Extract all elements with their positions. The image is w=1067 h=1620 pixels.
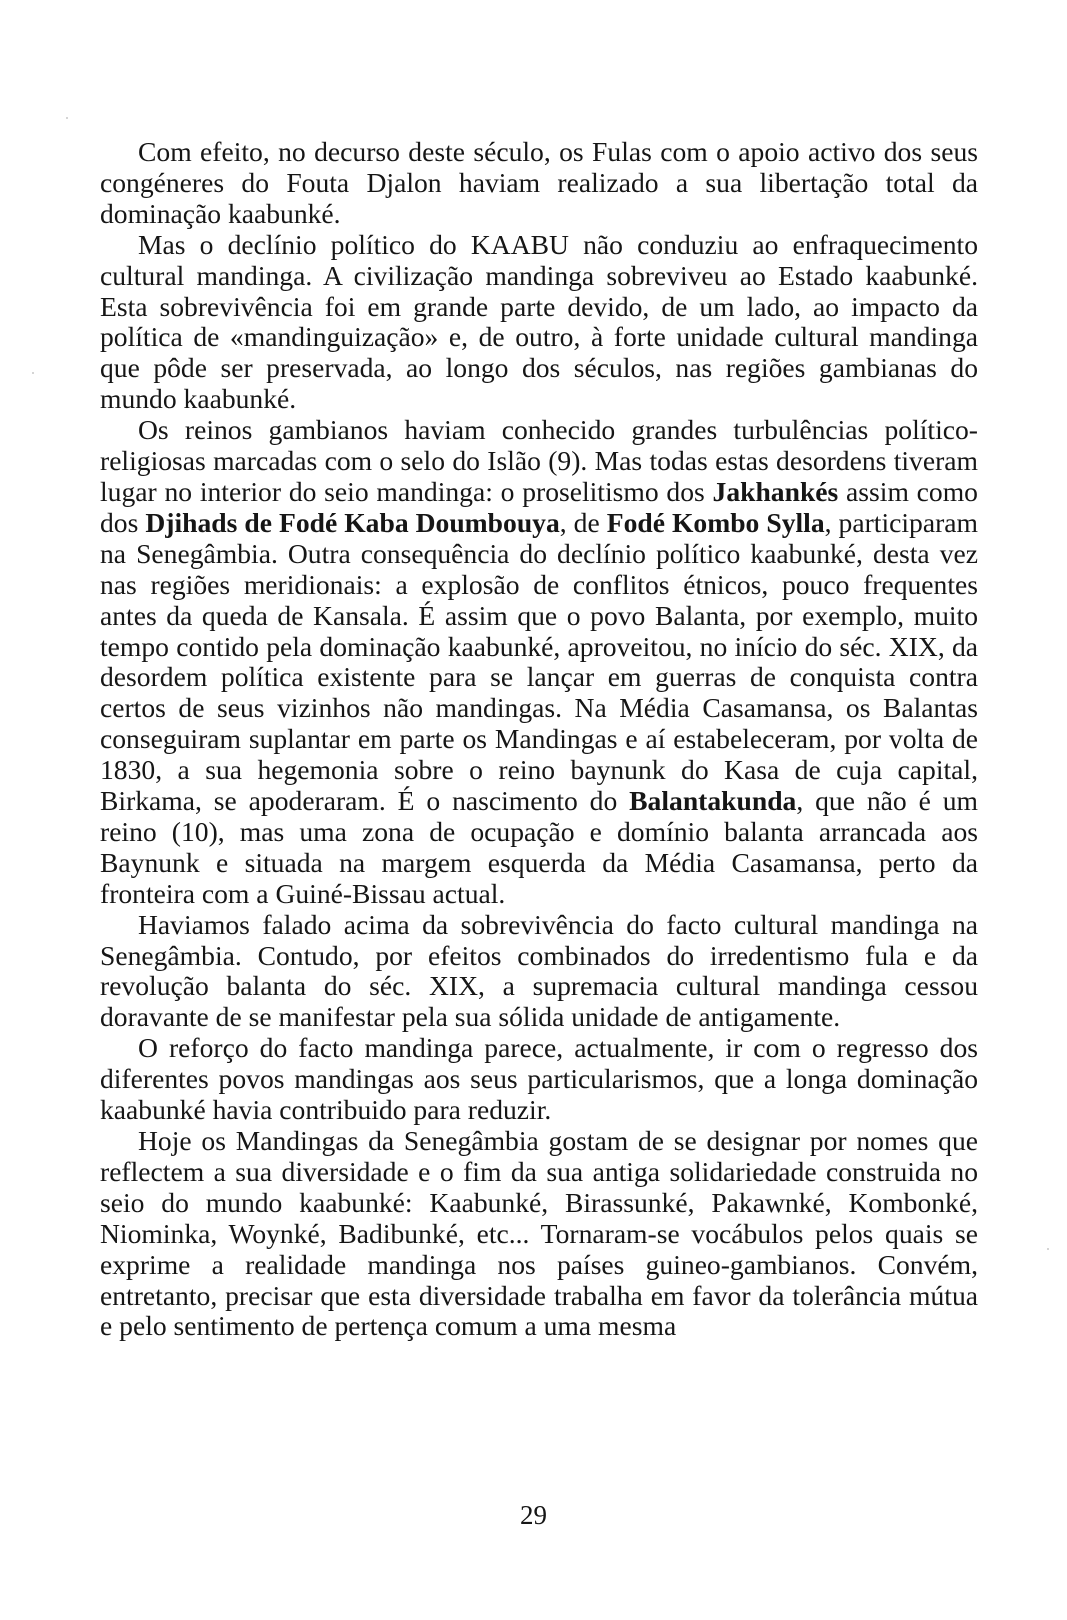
paragraph-3	[100, 415, 978, 910]
text-segment: , de	[559, 506, 607, 538]
bold-term: Balantakunda	[629, 785, 797, 817]
paragraph-1	[100, 137, 978, 230]
bold-term: Jakhankés	[712, 475, 839, 507]
bold-term: Djihads de Fodé Kaba Doumbouya	[145, 506, 560, 538]
page-body	[100, 137, 978, 1342]
paragraph-6	[100, 1126, 978, 1342]
paragraph-4	[100, 910, 978, 1034]
scan-speck	[1047, 1248, 1049, 1250]
scan-speck	[32, 372, 34, 374]
text-segment: Os reinos gambianos haviam conhecido grandes turbulências político-religiosas marcadas com o selo do Islão (9). Mas todas estas desordens tiveram lugar no interior do seio mandinga: o proselitismo dos	[100, 414, 978, 507]
scan-speck	[66, 117, 68, 119]
text-segment: O reforço do facto mandinga parece, actualmente, ir com o regresso dos diferentes povos mandingas aos seus particularismos, que a longa dominação kaabunké havia contribuido para reduzir.	[100, 1032, 978, 1126]
page-number: 29	[520, 1500, 547, 1530]
bold-term: Fodé Kombo Sylla	[606, 506, 825, 538]
paragraph-2	[100, 230, 978, 415]
text-segment: , participaram na Senegâmbia. Outra consequência do declínio político kaabunké, desta vez nas regiões meridionais: a explosão de conflitos étnicos, pouco frequentes antes da queda de Kansala. É assim que o povo Balanta, por exemplo, muito tempo contido pela dominação kaabunké, aproveitou, no início do séc. XIX, da desordem política existente para se lançar em guerras de conquista contra certos de seus vizinhos não mandingas. Na Média Casamansa, os Balantas conseguiram suplantar em parte os Mandingas e aí estabeleceram, por volta de 1830, a sua hegemonia sobre o reino baynunk do Kasa de cuja capital, Birkama, se apoderaram. É o nascimento do	[100, 506, 978, 817]
paragraph-5	[100, 1033, 978, 1126]
text-segment: Com efeito, no decurso deste século, os Fulas com o apoio activo dos seus congéneres do Fouta Djalon haviam realizado a sua libertação total da dominação kaabunké.	[100, 136, 978, 229]
text-segment: , que não é um reino (10), mas uma zona de ocupação e domínio balanta arrancada aos Baynunk e situada na margem esquerda da Média Casamansa, perto da fronteira com a Guiné-Bissau actual.	[100, 785, 978, 909]
text-segment: Haviamos falado acima da sobrevivência do facto cultural mandinga na Senegâmbia. Contudo, por efeitos combinados do irredentismo fula e da revolução balanta do séc. XIX, a supremacia cultural mandinga cessou doravante de se manifestar pela sua sólida unidade de antigamente.	[100, 908, 978, 1033]
text-segment: Mas o declínio político do KAABU não conduziu ao enfraquecimento cultural mandinga. A civilização mandinga sobreviveu ao Estado kaabunké. Esta sobrevivência foi em grande parte devido, de um lado, ao impacto da política de «mandinguização» e, de outro, à forte unidade cultural mandinga que pôde ser preservada, ao longo dos séculos, nas regiões gambianas do mundo kaabunké.	[100, 228, 978, 415]
text-segment: assim como dos	[100, 475, 978, 538]
text-segment: Hoje os Mandingas da Senegâmbia gostam de se designar por nomes que reflectem a sua diversidade e o fim da sua antiga solidariedade construida no seio do mundo kaabunké: Kaabunké, Birassunké, Pakawnké, Kombonké, Niominka, Woynké, Badibunké, etc... Tornaram-se vocábulos pelos quais se exprime a realidade mandinga nos países guineo-gambianos. Convém, entretanto, precisar que esta diversidade trabalha em favor da tolerância mútua e pelo sentimento de pertença comum a uma mesma	[100, 1125, 978, 1342]
